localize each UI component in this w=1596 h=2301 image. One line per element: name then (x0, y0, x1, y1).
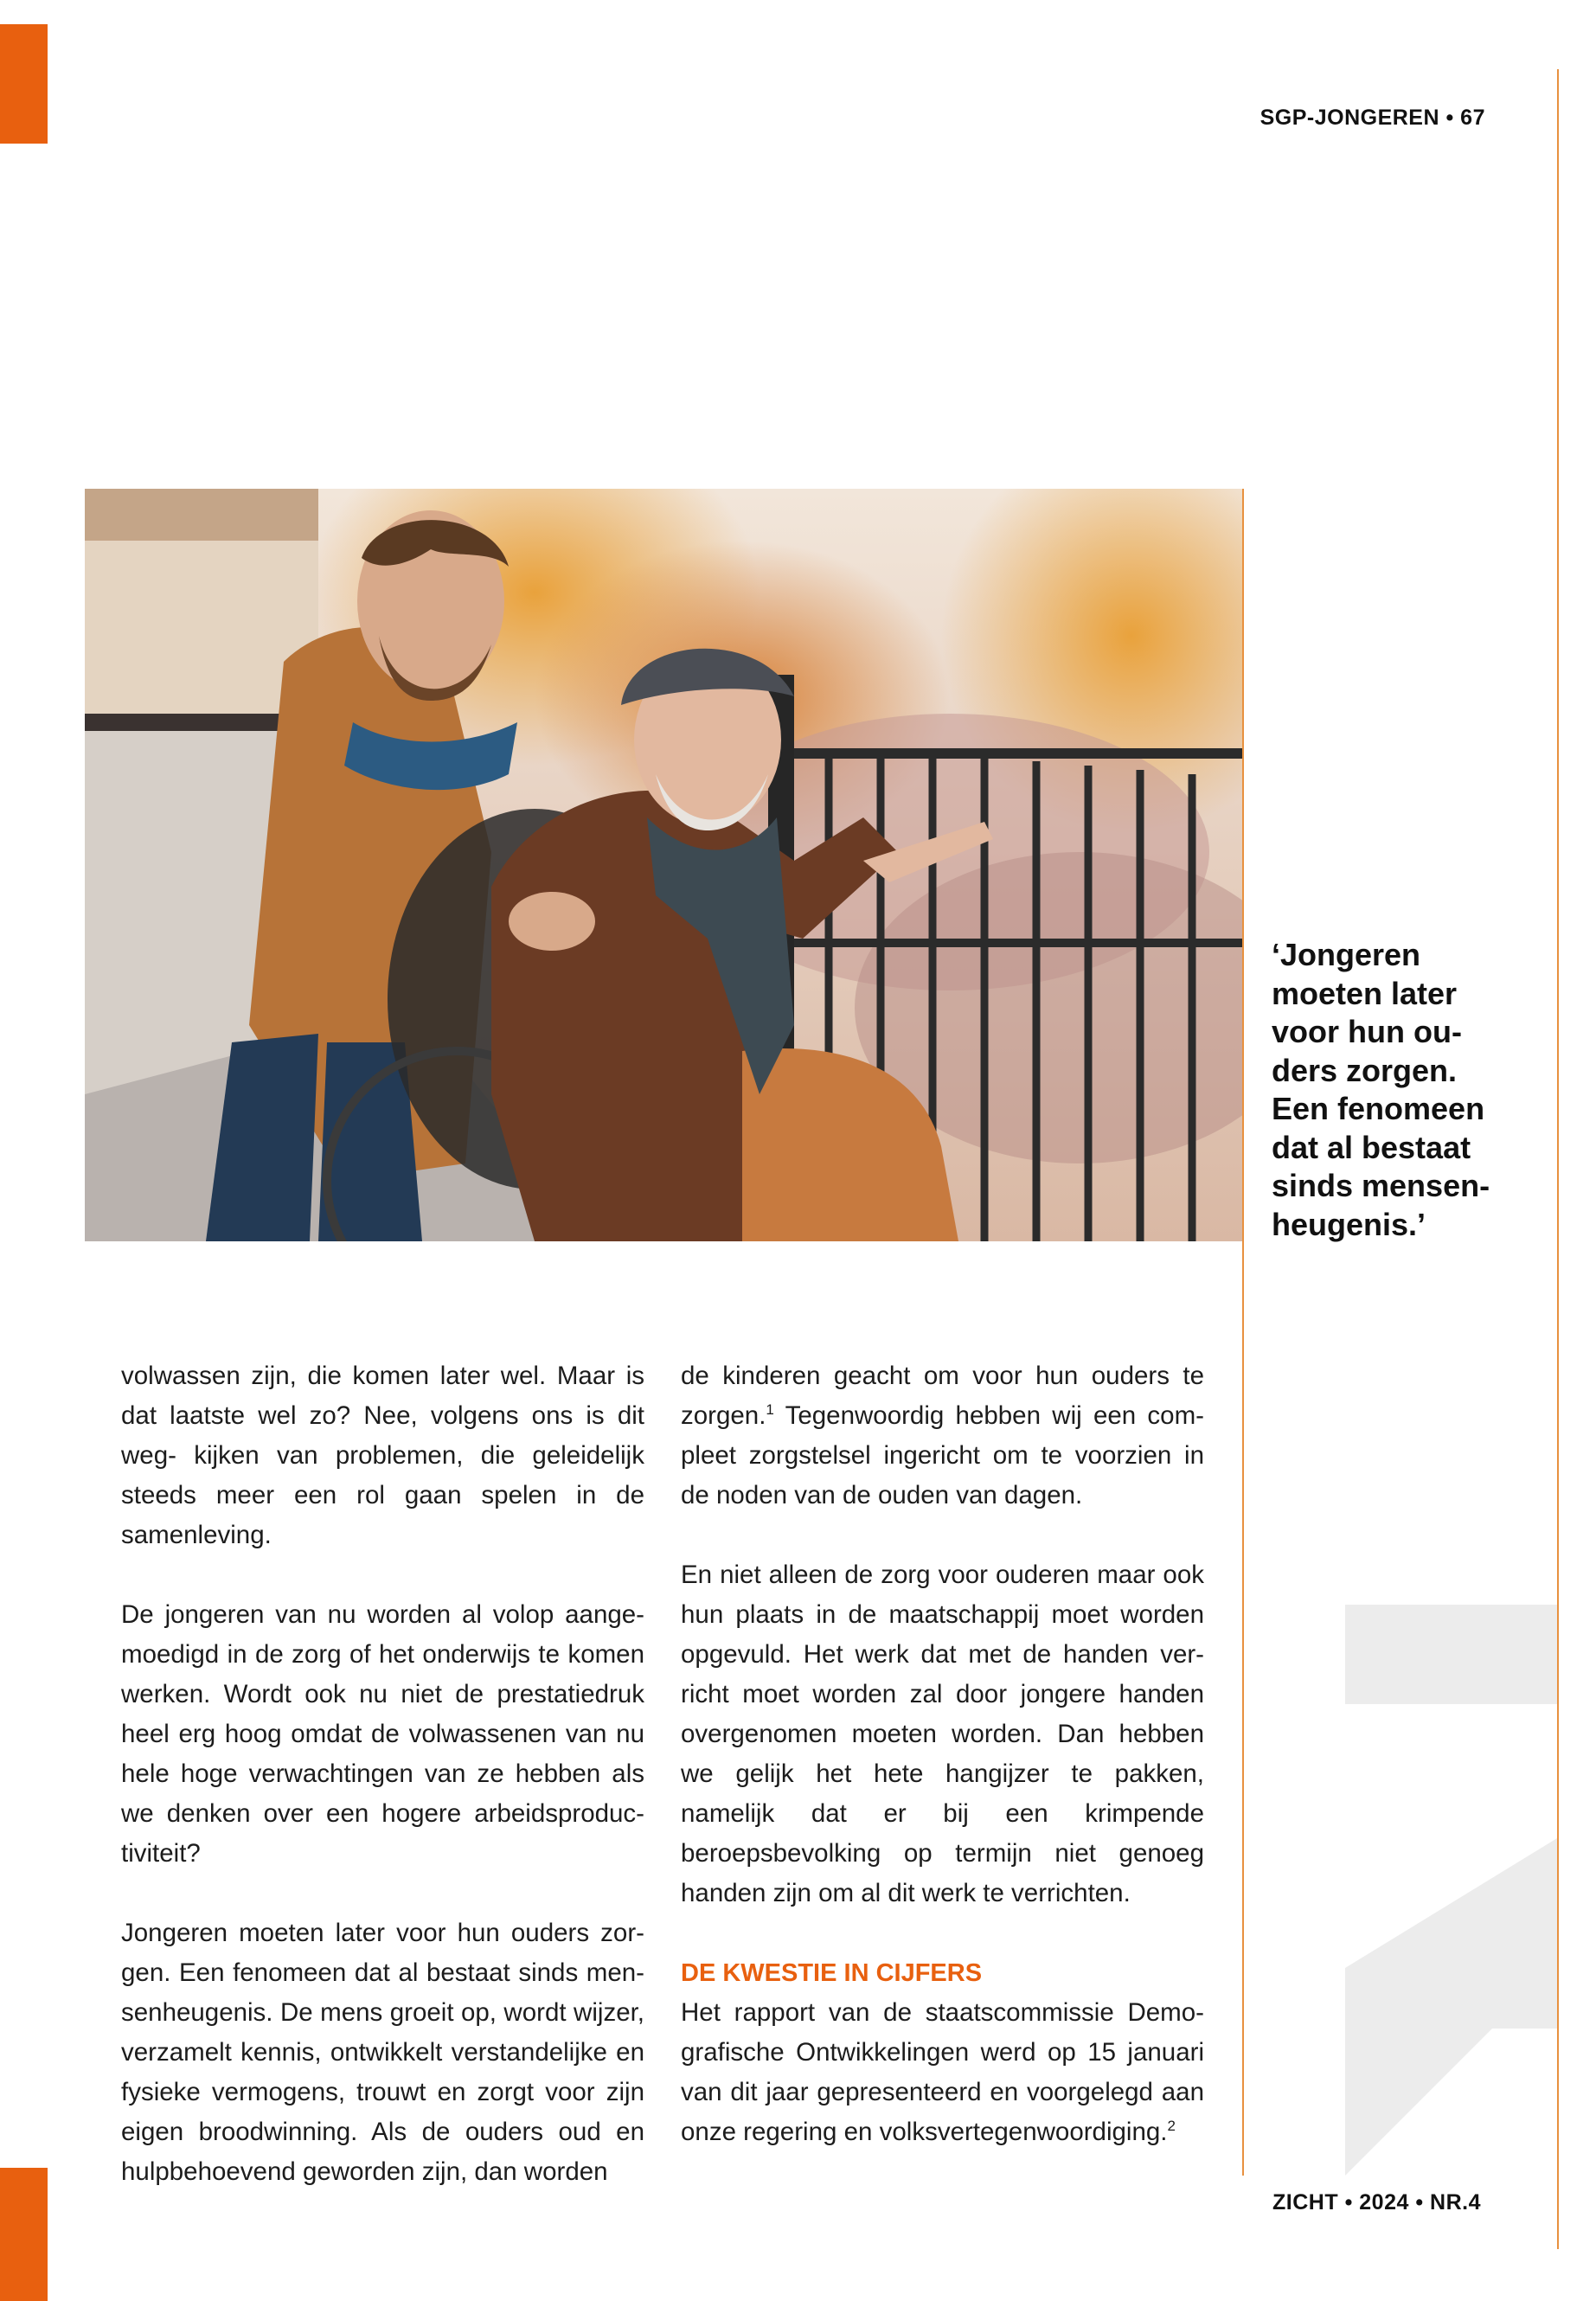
body-paragraph: En niet alleen de zorg voor ouderen maar ook hun plaats in de maatschappij moet worden opgevuld. Het werk dat met de handen ver- richt moet worden zal door jongere handen overgenomen moeten worden. Dan hebben we gelijk het hete hangijzer te pakken, namelijk dat er bij een krimpende beroepsbevolking op termijn niet genoeg handen zijn om al dit werk te verrichten. (681, 1561, 1204, 1907)
accent-bar-bottom (0, 2168, 48, 2301)
accent-bar-top (0, 24, 48, 144)
body-paragraph: Jongeren moeten later voor hun ouders zor- gen. Een fenomeen dat al bestaat sinds men- senheugenis. De mens groeit op, wordt wijzer, verzamelt kennis, ontwikkelt verstandelijke en fysieke vermogens, trouwt en zorgt voor zijn eigen broodwinning. Als de ouders oud en hulpbehoevend geworden zijn, dan worden (121, 1919, 644, 2186)
body-text: de kinderen geacht om voor hun ouders te zorgen. (681, 1362, 1204, 1430)
article-photo (85, 489, 1242, 1241)
pull-quote: ‘Jongeren moeten later voor hun ou- ders zorgen. Een fenomeen dat al bestaat sinds mensen- heugenis.’ (1272, 937, 1490, 1242)
article-column-right (681, 1356, 1204, 2152)
footnote-ref: 1 (766, 1401, 774, 1419)
body-paragraph (681, 1993, 1204, 2152)
article-column-left (121, 1356, 644, 2192)
footnote-ref: 2 (1167, 2118, 1176, 2135)
body-text: Het rapport van de staatscommissie Demo- grafische Ontwikkelingen werd op 15 januari van dit jaar gepresenteerd en voorgelegd aan onze regering en volksvertegenwoordiging. (681, 1998, 1204, 2146)
body-text: Tegenwoordig hebben wij een com- pleet zorgstelsel ingericht om te voorzien in de noden van de ouden van dagen. (681, 1401, 1204, 1509)
decorative-z-shape (1345, 1605, 1557, 2176)
running-foot: ZICHT • 2024 • NR.4 (1272, 2190, 1481, 2214)
body-paragraph: volwassen zijn, die komen later wel. Maar is dat laatste wel zo? Nee, volgens ons is dit weg- kijken van problemen, die geleidelijk steeds meer een rol gaan spelen in de samenleving. (121, 1362, 644, 1549)
running-head: SGP-JONGEREN • 67 (1259, 106, 1485, 130)
section-heading: DE KWESTIE IN CIJFERS (681, 1959, 983, 1987)
photo-edge-rule (1242, 489, 1244, 2176)
body-paragraph (681, 1356, 1204, 1516)
body-paragraph: De jongeren van nu worden al volop aange- moedigd in de zorg of het onderwijs te komen werken. Wordt ook nu niet de prestatiedruk heel erg hoog omdat de volwassenen van nu hele hoge verwachtingen van ze hebben als we denken over een hogere arbeidsproduc- tiviteit? (121, 1600, 644, 1868)
page-margin-rule (1557, 69, 1559, 2249)
